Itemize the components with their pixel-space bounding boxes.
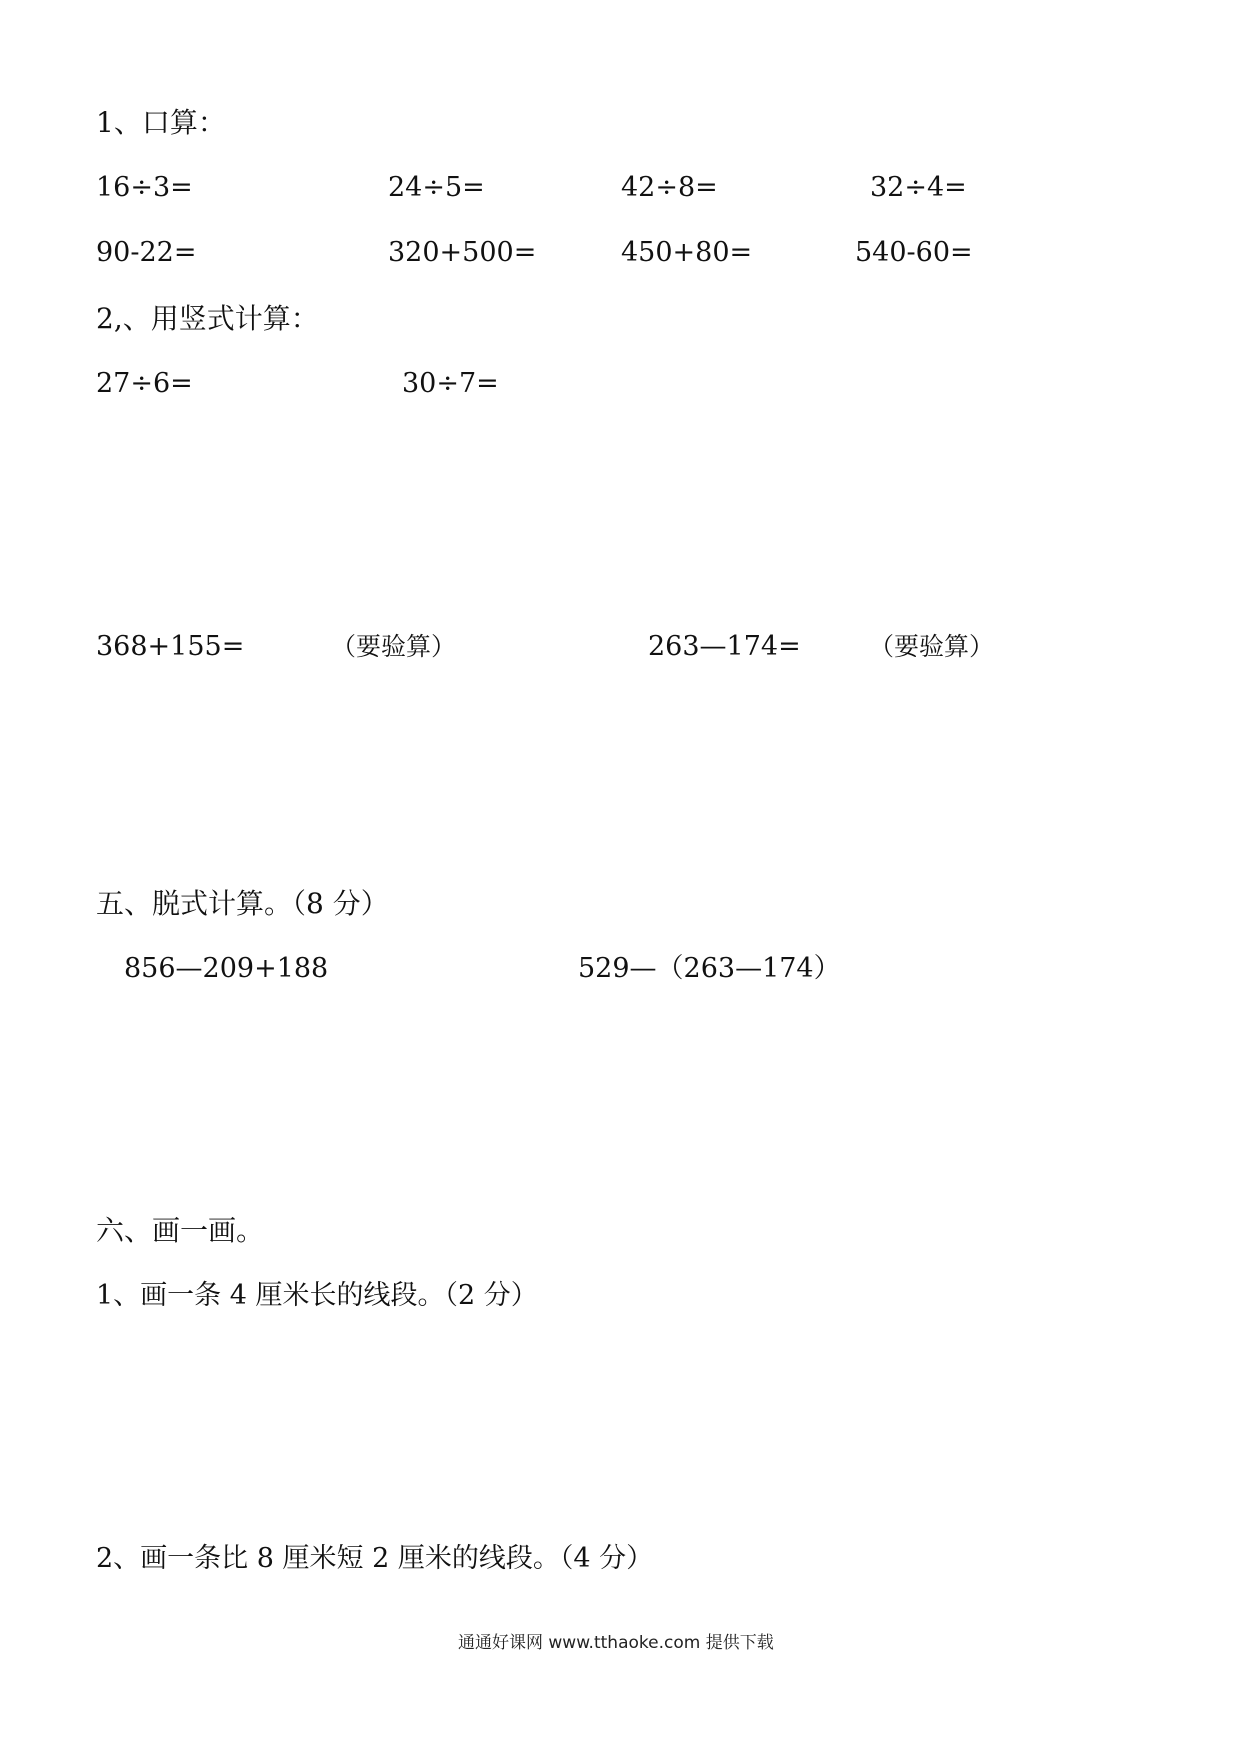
problem-529-minus-paren: 529—（263—174） bbox=[578, 953, 841, 984]
draw-question-2: 2、画一条比 8 厘米短 2 厘米的线段。（4 分） bbox=[96, 1543, 654, 1574]
problem-540-minus-60: 540-60= bbox=[855, 237, 973, 268]
problem-32-div-4: 32÷4= bbox=[870, 172, 967, 203]
problem-450-plus-80: 450+80= bbox=[621, 237, 753, 268]
verify-note-2: （要验算） bbox=[869, 632, 995, 661]
problem-30-div-7: 30÷7= bbox=[402, 368, 499, 399]
problem-90-minus-22: 90-22= bbox=[96, 237, 197, 268]
section-5-title: 五、脱式计算。（8 分） bbox=[96, 887, 389, 920]
problem-24-div-5: 24÷5= bbox=[388, 172, 485, 203]
section-6-title: 六、画一画。 bbox=[96, 1214, 265, 1247]
problem-42-div-8: 42÷8= bbox=[621, 172, 718, 203]
problem-263-minus-174: 263—174= bbox=[648, 631, 801, 662]
problem-16-div-3: 16÷3= bbox=[96, 172, 193, 203]
section-1-title: 1、口算： bbox=[96, 106, 226, 139]
problem-320-plus-500: 320+500= bbox=[388, 237, 537, 268]
problem-27-div-6: 27÷6= bbox=[96, 368, 193, 399]
footer-watermark: 通通好课网 www.tthaoke.com 提供下载 bbox=[458, 1633, 774, 1653]
problem-856-minus-209-plus-188: 856—209+188 bbox=[124, 953, 329, 984]
problem-368-plus-155: 368+155= bbox=[96, 631, 245, 662]
section-2-title: 2,、用竖式计算： bbox=[96, 302, 319, 335]
draw-question-1: 1、画一条 4 厘米长的线段。（2 分） bbox=[96, 1280, 538, 1311]
verify-note-1: （要验算） bbox=[331, 632, 457, 661]
